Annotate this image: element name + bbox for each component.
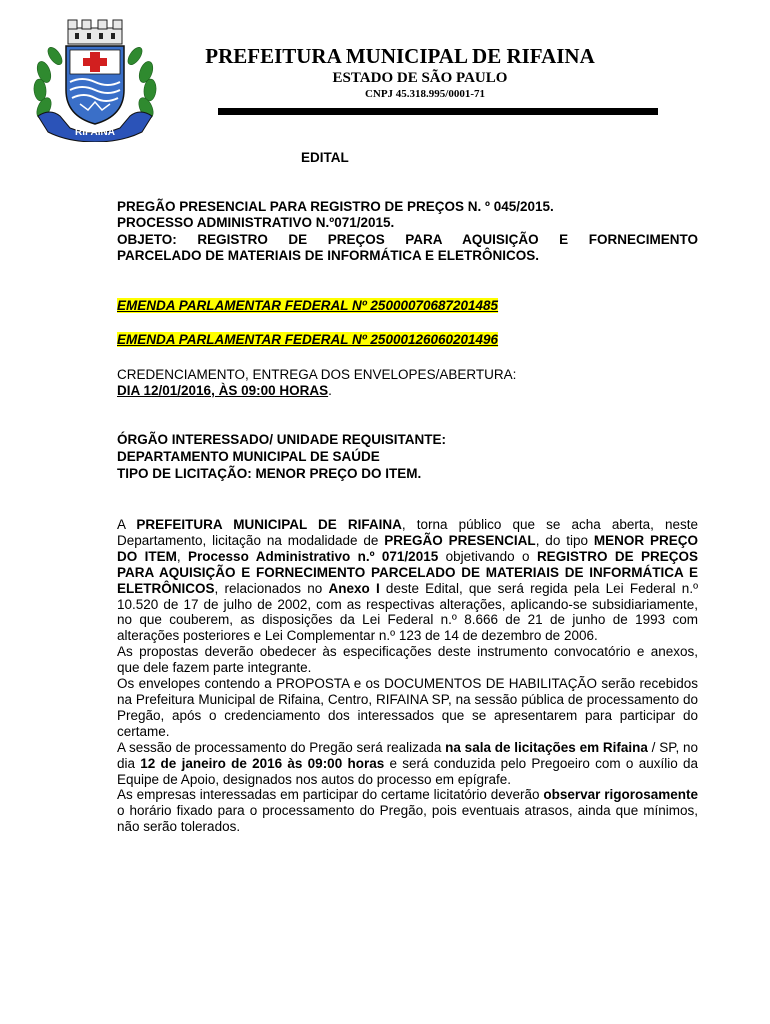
- session-date: [117, 383, 698, 399]
- bold-span: REGISTRO DE PREÇOS PARA AQUISIÇÃO E FORNECIMENTO PARCELADO DE MATERIAIS DE INFORMÁTICA E ELETRÔNICOS: [117, 548, 698, 596]
- bold-span: MENOR PREÇO DO ITEM: [117, 532, 698, 564]
- emenda-1: [117, 298, 698, 314]
- paragraph-1: [117, 517, 698, 644]
- municipality-title: PREFEITURA MUNICIPAL DE RIFAINA: [205, 44, 595, 68]
- crest-motto: RIFAINA: [75, 127, 115, 138]
- state-name: ESTADO DE SÃO PAULO: [332, 70, 508, 86]
- text-span: deste Edital, que será regida pela Lei Federal n.º 10.520 de 17 de julho de 2002, com as respectivas alterações, aplicando-se subsidiariamente, no que couberem, as disposições da Lei Federal n.º 8.666 de 21 de junho de 1993 com alterações posteriores e Lei Complementar n.º 123 de 14 de dezembro de 2006.: [117, 580, 699, 644]
- credenciamento-label: CREDENCIAMENTO, ENTREGA DOS ENVELOPES/ABERTURA:: [117, 367, 517, 382]
- text-span: , torna público que se acha aberta, neste Departamento, licitação na modalidade de: [117, 517, 698, 548]
- bold-span: na sala de licitações em Rifaina: [445, 739, 648, 755]
- objeto-line-1: OBJETO: REGISTRO DE PREÇOS PARA AQUISIÇÃO E FORNECIMENTO: [117, 232, 698, 247]
- text-span: ,: [176, 548, 189, 564]
- text-span: , relacionados no: [214, 580, 329, 596]
- edital-body: [117, 517, 698, 835]
- paragraph-3: Os envelopes contendo a PROPOSTA e os DOCUMENTOS DE HABILITAÇÃO serão recebidos na Prefeitura Municipal de Rifaina, Centro, RIFAINA SP, na sessão pública de processamento do Pregão, após o credenciamento dos interessados que se apresentarem para participar do certame.: [117, 676, 698, 739]
- text-span: o horário fixado para o processamento do Pregão, pois eventuais atrasos, ainda que mínimos, não serão tolerados.: [117, 803, 698, 835]
- bold-span: observar rigorosamente: [543, 787, 698, 803]
- text-span: objetivando o: [438, 548, 537, 564]
- text-span: / SP, no dia: [117, 739, 699, 771]
- emenda-2: [117, 332, 698, 348]
- text-span: A: [117, 517, 137, 532]
- text-span: e será conduzida pelo Pregoeiro com o auxílio da Equipe de Apoio, designados nos autos do processo em epígrafe.: [117, 755, 698, 787]
- bold-span: 12 de janeiro de 2016 às 09:00 horas: [140, 755, 385, 771]
- paragraph-5: [117, 787, 698, 835]
- processo-number: PROCESSO ADMINISTRATIVO N.º071/2015.: [117, 215, 395, 230]
- coat-of-arms-logo: [30, 12, 160, 142]
- session-date-suffix: .: [328, 383, 332, 398]
- text-span: A sessão de processamento do Pregão será realizada: [117, 739, 446, 755]
- emenda-2-text: EMENDA PARLAMENTAR FEDERAL Nº 25000126060201496: [117, 332, 499, 347]
- text-span: As empresas interessadas em participar do certame licitatório deverão: [117, 787, 544, 803]
- paragraph-4: [117, 740, 698, 788]
- session-date-text: DIA 12/01/2016, ÀS 09:00 HORAS: [117, 383, 329, 398]
- header-divider: [218, 108, 658, 115]
- bold-span: PREGÃO PRESENCIAL: [384, 532, 536, 548]
- pregao-number: PREGÃO PRESENCIAL PARA REGISTRO DE PREÇOS N. º 045/2015.: [117, 199, 554, 214]
- bold-span: Processo Administrativo n.º 071/2015: [188, 548, 439, 564]
- cnpj-number: CNPJ 45.318.995/0001-71: [364, 88, 486, 100]
- bold-span: PREFEITURA MUNICIPAL DE RIFAINA: [136, 517, 402, 532]
- objeto-line-2: PARCELADO DE MATERIAIS DE INFORMÁTICA E ELETRÔNICOS.: [117, 248, 540, 263]
- bold-span: Anexo I: [328, 580, 380, 596]
- paragraph-2: As propostas deverão obedecer às especificações deste instrumento convocatório e anexos, que dele fazem parte integrante.: [117, 644, 698, 676]
- orgao-label: ÓRGÃO INTERESSADO/ UNIDADE REQUISITANTE:: [117, 432, 447, 447]
- document-heading: EDITAL: [301, 150, 349, 165]
- licitation-type: TIPO DE LICITAÇÃO: MENOR PREÇO DO ITEM.: [117, 466, 422, 481]
- department-name: DEPARTAMENTO MUNICIPAL DE SAÚDE: [117, 449, 380, 464]
- text-span: , do tipo: [535, 532, 594, 548]
- emenda-1-text: EMENDA PARLAMENTAR FEDERAL Nº 25000070687201485: [117, 298, 499, 313]
